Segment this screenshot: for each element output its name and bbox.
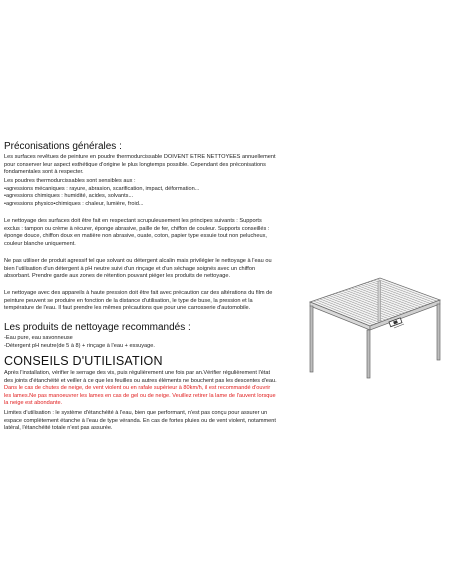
pergola-icon [306,272,444,380]
paragraph-intro [4,154,306,177]
text-line: des joints d'étanchéité et veiller à ce que les feuilles ou autres éléments ne bouchent pas les descentes d'eau. [4,377,277,384]
list-item: •agressions physico•chimiques : chaleur, lumière, froid... [4,200,144,207]
paragraph-products [4,258,306,281]
text-line: fondamentales sont à respecter. [4,169,84,176]
text-line: couleur blanche uniquement. [4,240,76,247]
paragraph-cleaning-supports [4,218,306,248]
warning-line: la neige est abondante. [4,400,63,407]
pergola-post [310,306,313,372]
text-line: Les surfaces revêtues de peinture en poudre thermodurcissable DOIVENT ETRE NETTOYEES annuellement [4,154,276,160]
warning-line: les lames.Ne pas manoeuvrer les lames en cas de gel ou de neige. Veuillez retirer la lame de l'auvent lorsque [4,392,276,399]
text-line: éponge douce, chiffon doux en matière non abrasive, ouate, coton, papier type essuie tout non pelucheux, [4,233,267,240]
text-line: Le nettoyage des surfaces doit être fait en respectant scrupuleusement les principes suivants : Supports [4,218,262,224]
products-list [4,335,306,350]
text-line: Ne pas utiliser de produit agressif tel que solvant ou détergent alcalin mais privilégier le nettoyage à l'eau ou [4,258,272,264]
pergola-post [367,330,370,378]
list-item: -Détergent pH neutre(de 5 à 8) + rinçage à l'eau + essuyage. [4,342,155,349]
text-line: exclus : tampon ou crème à récurer, éponge abrasive, paille de fer, chiffon de couleur. Supports conseillés : [4,225,270,232]
text-line: Les poudres thermodurcissables sont sensibles aux : [4,178,136,184]
text-line: latéral, l'étanchéité totale n'est pas assurée. [4,425,113,432]
list-item: •agressions mécaniques : rayure, abrasion, scarification, impact, déformation... [4,185,200,192]
text-line: absorbant. Prendre garde aux zones de rétention pouvant piéger les produits de nettoyage. [4,273,231,280]
warning-line: Dans le cas de chutes de neige, de vent violent ou en rafale supérieur à 80km/h, il est recommandé d'ouvrir [4,385,271,392]
pergola-post [437,304,440,360]
text-line: pour conserver leur aspect esthétique d'origine le plus longtemps possible. Cependant des préconisations [4,161,266,168]
text-line: température de l'eau. Il faut prendre les mêmes précautions que pour une carrosserie d'automobile. [4,305,251,312]
paragraph-high-pressure [4,290,306,313]
paragraph-usage-advice [4,370,316,408]
section-title-products: Les produits de nettoyage recommandés : [4,322,191,333]
text-line: Après l'installation, vérifier le serrage des vis, puis régulièrement une fois par an.Vérifier régulièrement l'état [4,370,271,376]
pergola-post-back [378,281,381,321]
text-line: Le nettoyage avec des appareils à haute pression doit être fait avec précaution car des altérations du film de [4,290,273,296]
text-line: Limites d'utilisation : le système d'étanchéité à l'eau, bien que performant, n'est pas conçu pour assurer un [4,410,268,416]
text-line: peinture peuvent se produire en fonction de la distance d'utilisation, le type de buse, la pression et la [4,297,253,304]
list-item: -Eau pure, eau savonneuse [4,335,73,341]
list-item: •agressions chimiques : humidité, acides, solvants... [4,193,134,200]
paragraph-sensitivities [4,178,306,208]
section-title-conseils: CONSEILS D'UTILISATION [4,354,163,368]
text-line: espace complètement étanche à l'eau de type véranda. En cas de fortes pluies ou de vent violent, notamment [4,417,276,424]
section-title-preconisations: Préconisations générales : [4,141,122,152]
text-line: bien l'utilisation d'un détergent à pH neutre suivi d'un rinçage et d'un séchage soignés avec un chiffon [4,265,256,272]
paragraph-usage-limits [4,410,316,433]
